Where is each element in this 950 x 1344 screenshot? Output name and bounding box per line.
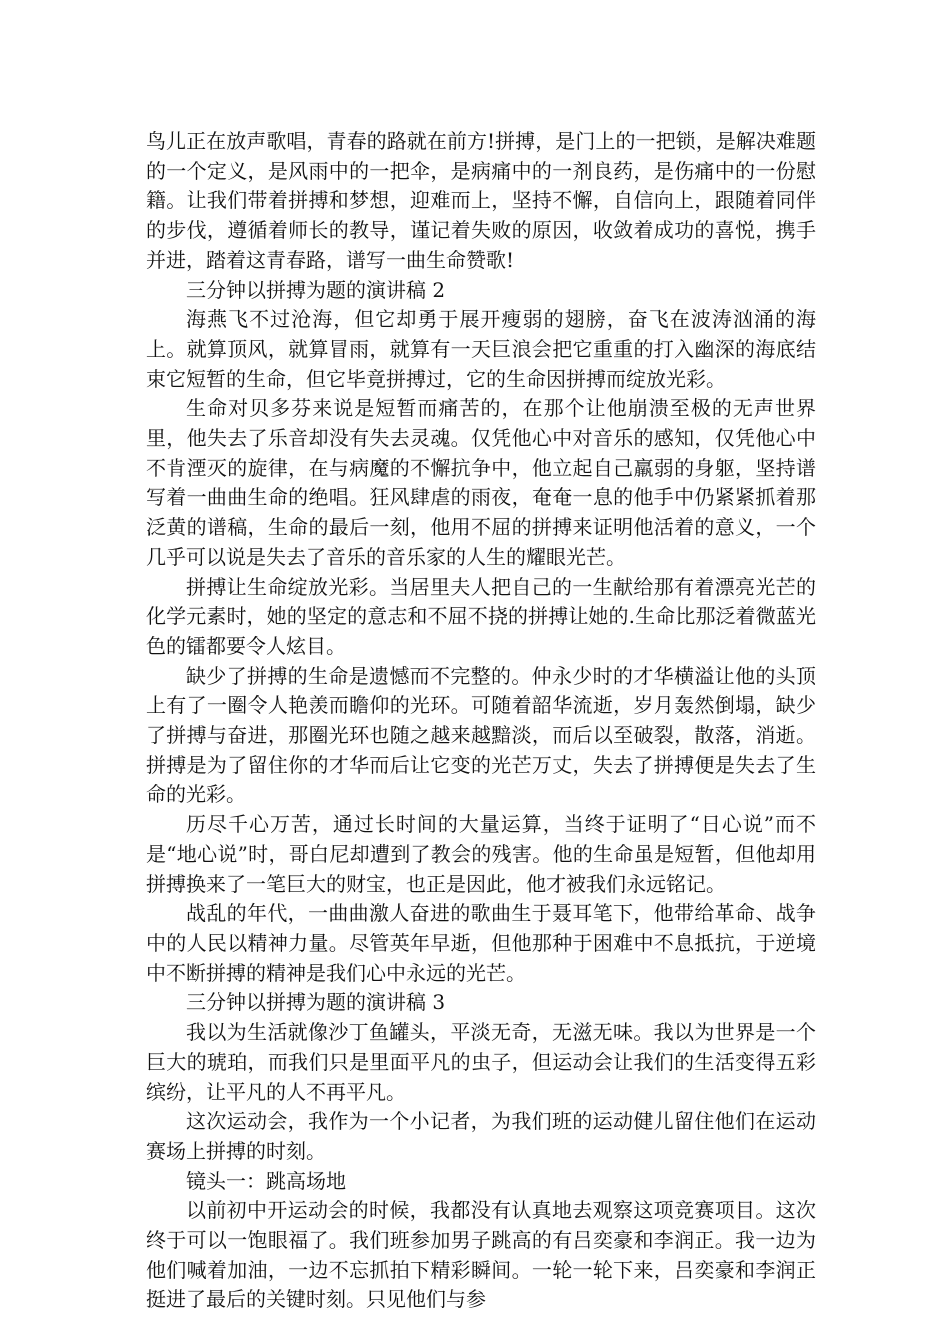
paragraph-scene-heading: 镜头一：跳高场地 bbox=[186, 1168, 346, 1193]
paragraph-curie: 拼搏让生命绽放光彩。当居里夫人把自己的一生献给那有着漂亮光芒的化学元素时，她的坚定的意志和不屈不挠的拼搏让她的.生命比那泛着微蓝光色的镭都要令人炫目。 bbox=[146, 574, 816, 658]
paragraph-beethoven: 生命对贝多芬来说是短暂而痛苦的，在那个让他崩溃至极的无声世界里，他失去了乐音却没有失去灵魂。仅凭他心中对音乐的感知，仅凭他心中不肯湮灭的旋律，在与病魔的不懈抗争中，他立起自己羸弱的身躯，坚持谱写着一曲曲生命的绝唱。狂风肆虐的雨夜，奄奄一息的他手中仍紧紧抓着那泛黄的谱稿，生命的最后一刻，他用不屈的拼搏来证明他活着的意义，一个几乎可以说是失去了音乐的音乐家的人生的耀眼光芒。 bbox=[146, 396, 816, 569]
paragraph-copernicus: 历尽千心万苦，通过长时间的大量运算，当终于证明了“日心说”而不是“地心说”时，哥白尼却遭到了教会的残害。他的生命虽是短暂，但他却用拼搏换来了一笔巨大的财宝，也正是因此，他才被我们永远铭记。 bbox=[146, 812, 816, 896]
paragraph-reporter: 这次运动会，我作为一个小记者，为我们班的运动健儿留住他们在运动赛场上拼搏的时刻。 bbox=[146, 1109, 816, 1163]
paragraph-petrel: 海燕飞不过沧海，但它却勇于展开瘦弱的翅膀，奋飞在波涛汹涌的海上。就算顶风，就算冒雨，就算有一天巨浪会把它重重的打入幽深的海底结束它短暂的生命，但它毕竟拼搏过，它的生命因拼搏而绽放光彩。 bbox=[146, 307, 816, 391]
paragraph-high-jump: 以前初中开运动会的时候，我都没有认真地去观察这项竞赛项目。这次终于可以一饱眼福了。我们班参加男子跳高的有吕奕豪和李润正。我一边为他们喊着加油，一边不忘抓拍下精彩瞬间。一轮一轮下来，吕奕豪和李润正挺进了最后的关键时刻。只见他们与参 bbox=[146, 1198, 816, 1312]
paragraph-sardine: 我以为生活就像沙丁鱼罐头，平淡无奇，无滋无味。我以为世界是一个巨大的琥珀，而我们只是里面平凡的虫子，但运动会让我们的生活变得五彩缤纷，让平凡的人不再平凡。 bbox=[146, 1020, 816, 1104]
paragraph-closing-intro: 鸟儿正在放声歌唱，青春的路就在前方!拼搏，是门上的一把锁，是解决难题的一个定义，是风雨中的一把伞，是病痛中的一剂良药，是伤痛中的一份慰籍。让我们带着拼搏和梦想，迎难而上，坚持不懈，自信向上，跟随着同伴的步伐，遵循着师长的教导，谨记着失败的原因，收敛着成功的喜悦，携手并进，踏着这青春路，谱写一曲生命赞歌! bbox=[146, 129, 816, 272]
paragraph-zhongyong: 缺少了拼搏的生命是遗憾而不完整的。仲永少时的才华横溢让他的头顶上有了一圈令人艳羡而瞻仰的光环。可随着韶华流逝，岁月轰然倒塌，缺少了拼搏与奋进，那圈光环也随之越来越黯淡，而后以至破裂，散落，消逝。拼搏是为了留住你的才华而后让它变的光芒万丈，失去了拼搏便是失去了生命的光彩。 bbox=[146, 663, 816, 807]
section-heading-2: 三分钟以拼搏为题的演讲稿 2 bbox=[186, 277, 446, 302]
section-heading-3: 三分钟以拼搏为题的演讲稿 3 bbox=[186, 990, 446, 1015]
paragraph-nie-er: 战乱的年代，一曲曲激人奋进的歌曲生于聂耳笔下，他带给革命、战争中的人民以精神力量。尽管英年早逝，但他那种于困难中不息抵抗，于逆境中不断拼搏的精神是我们心中永远的光芒。 bbox=[146, 901, 816, 985]
document-page bbox=[146, 127, 816, 1315]
